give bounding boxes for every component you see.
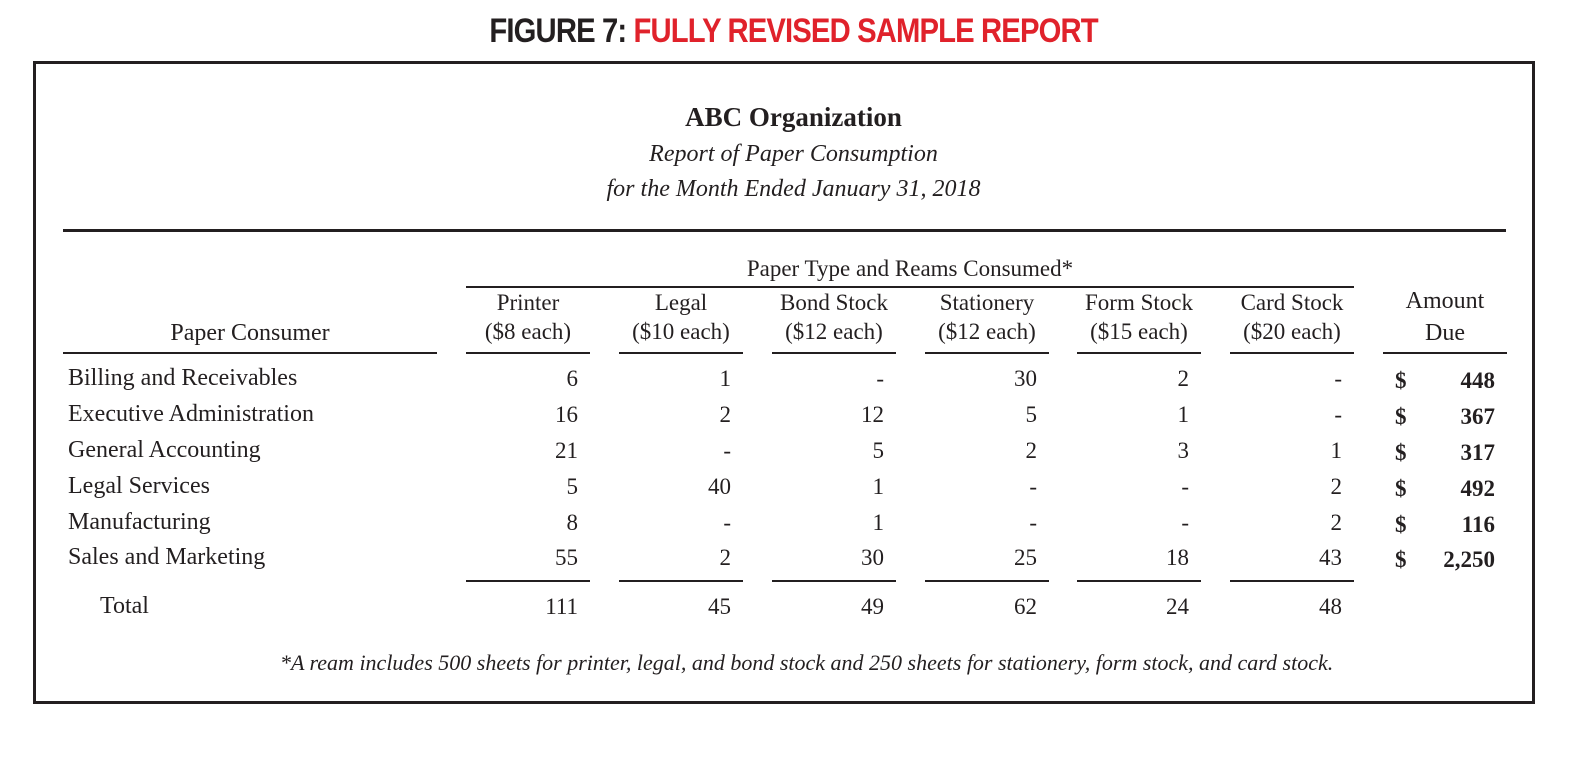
column-name: Stationery [939,290,1035,315]
report-subtitle: Report of Paper Consumption [649,141,938,167]
row-value: 6 [566,366,578,391]
amount-header-line-1: Amount [1405,288,1485,314]
row-amount: 2,250 [1443,547,1495,572]
column-header-rule [1230,352,1354,354]
row-value: - [1029,474,1037,499]
column-price: ($12 each) [938,319,1036,344]
row-value: 1 [719,366,731,391]
row-value: - [1334,366,1342,391]
column-name: Form Stock [1085,290,1193,315]
column-price: ($12 each) [785,319,883,344]
row-value: 21 [555,438,578,463]
column-header [1230,288,1354,346]
column-header-rule [619,352,743,354]
column-header-rule [1077,352,1201,354]
row-consumer: Manufacturing [68,509,211,535]
column-price: ($20 each) [1243,319,1341,344]
row-value: - [1029,510,1037,535]
group-header-rule [466,286,1354,288]
row-amount: 492 [1460,476,1495,501]
row-value: 1 [872,510,884,535]
column-name: Bond Stock [780,290,888,315]
row-value: 55 [555,545,578,570]
row-value: 2 [1330,510,1342,535]
row-consumer: Legal Services [68,473,210,499]
group-header: Paper Type and Reams Consumed* [746,256,1074,281]
row-currency: $ [1395,476,1407,501]
row-currency: $ [1395,547,1407,572]
row-value: 5 [1025,402,1037,427]
row-value: 1 [1177,402,1189,427]
total-value: 45 [708,594,731,619]
column-header [619,288,743,346]
total-value: 48 [1319,594,1342,619]
row-currency: $ [1395,512,1407,537]
organization-name: ABC Organization [685,102,902,132]
row-value: 1 [872,474,884,499]
row-value: 2 [1330,474,1342,499]
total-value: 49 [861,594,884,619]
row-consumer: Sales and Marketing [68,544,266,570]
consumer-header-rule [63,352,437,354]
row-value: - [723,510,731,535]
row-consumer: General Accounting [68,437,261,463]
row-value: 43 [1319,545,1342,570]
row-value: 5 [872,438,884,463]
row-value: 3 [1177,438,1189,463]
header-rule [63,229,1506,232]
column-header [466,288,590,346]
row-consumer: Executive Administration [68,401,314,427]
figure-heading: FULLY REVISED SAMPLE REPORT [633,12,1098,50]
subtotal-rule [466,580,590,582]
amount-header-line-2: Due [1425,320,1465,346]
row-value: 18 [1166,545,1189,570]
row-value: 30 [861,545,884,570]
row-value: 2 [719,402,731,427]
column-price: ($15 each) [1090,319,1188,344]
row-value: - [1334,402,1342,427]
row-value: 12 [861,402,884,427]
report-period: for the Month Ended January 31, 2018 [606,176,981,202]
row-currency: $ [1395,440,1407,465]
figure-label: FIGURE 7: [489,12,627,50]
column-name: Printer [496,290,560,315]
column-price: ($10 each) [632,319,730,344]
subtotal-rule [1230,580,1354,582]
column-header [1077,288,1201,346]
amount-header [1383,285,1507,349]
consumer-header: Paper Consumer [170,320,330,346]
row-value: 30 [1014,366,1037,391]
column-name: Legal [654,290,708,315]
column-header-rule [772,352,896,354]
row-amount: 116 [1461,512,1495,537]
row-amount: 317 [1460,440,1495,465]
row-value: 1 [1330,438,1342,463]
row-value: 25 [1014,545,1037,570]
row-value: 16 [555,402,578,427]
row-value: 8 [566,510,578,535]
row-value: 40 [708,474,731,499]
column-header [772,288,896,346]
subtotal-rule [925,580,1049,582]
subtotal-rule [619,580,743,582]
row-value: 2 [719,545,731,570]
column-header-rule [925,352,1049,354]
column-header-rule [466,352,590,354]
total-value: 111 [545,594,578,619]
row-value: 2 [1177,366,1189,391]
figure-title [111,12,1476,51]
column-header [925,288,1049,346]
row-currency: $ [1395,404,1407,429]
row-value: - [876,366,884,391]
column-price: ($8 each) [484,319,572,344]
row-consumer: Billing and Receivables [68,365,298,391]
row-value: - [1181,474,1189,499]
column-name: Card Stock [1240,290,1344,315]
row-value: - [723,438,731,463]
total-value: 24 [1166,594,1189,619]
amount-header-rule [1383,352,1507,354]
subtotal-rule [772,580,896,582]
row-value: 5 [566,474,578,499]
row-currency: $ [1395,368,1407,393]
row-amount: 448 [1460,368,1495,393]
row-amount: 367 [1460,404,1495,429]
row-value: 2 [1025,438,1037,463]
total-value: 62 [1014,594,1037,619]
subtotal-rule [1077,580,1201,582]
footnote: *A ream includes 500 sheets for printer, legal, and bond stock and 250 sheets for stationery, form stock, and card stock. [280,650,1334,675]
row-value: - [1181,510,1189,535]
total-label: Total [100,593,149,619]
